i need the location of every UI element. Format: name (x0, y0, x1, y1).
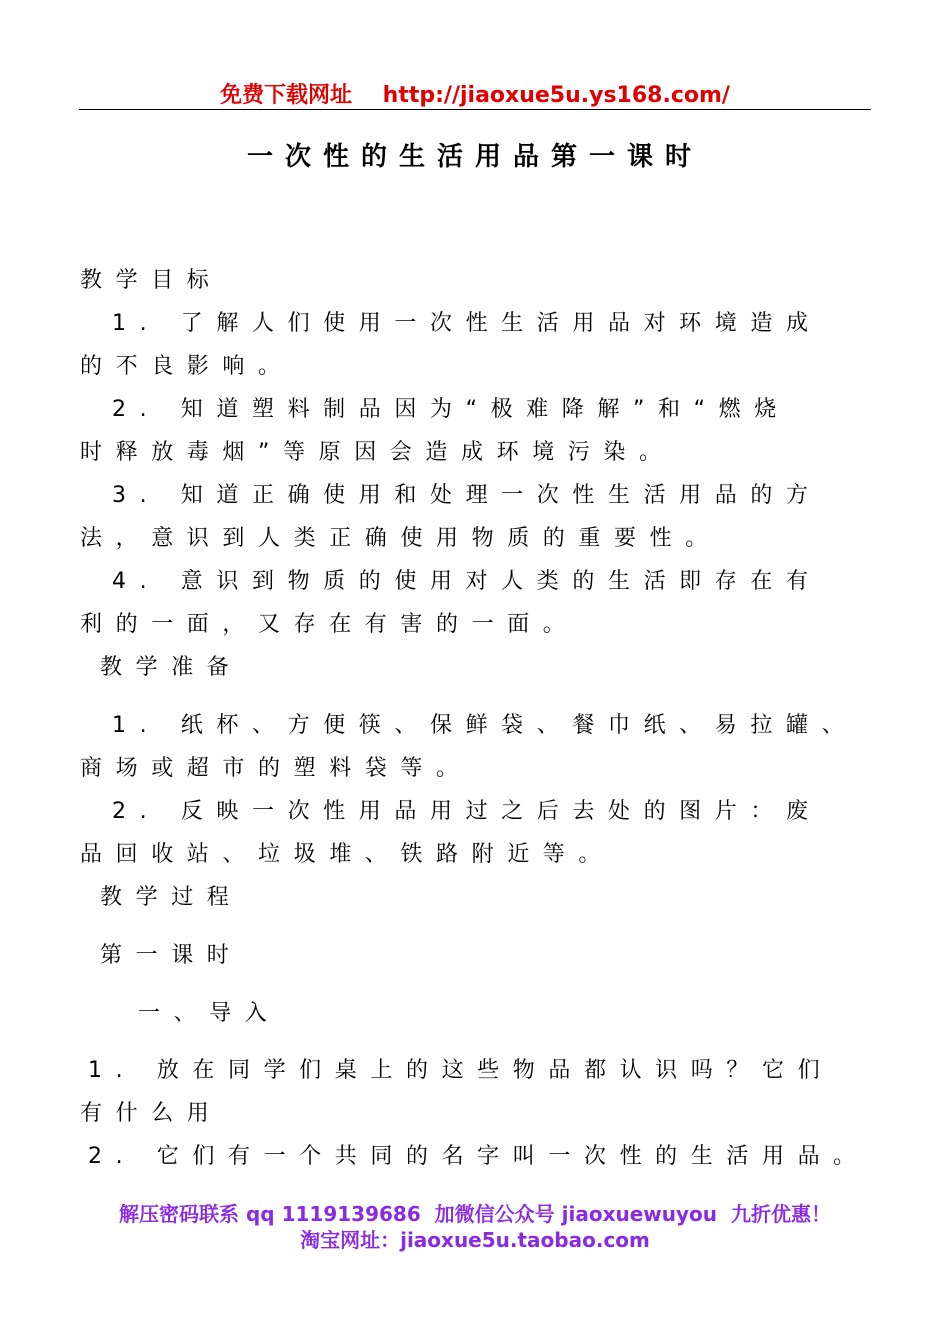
body-line: 2. 反映一次性用品用过之后去处的图片：废 (112, 799, 822, 824)
header-label: 免费下载网址 (220, 83, 353, 108)
footer-contact-line: 解压密码联系 qq 1119139686 加微信公众号 jiaoxuewuyou 九折优惠！ (119, 1202, 831, 1226)
body-line: 品回收站、垃圾堆、铁路附近等。 (80, 842, 615, 867)
body-line: 1. 了解人们使用一次性生活用品对环境造成 (112, 311, 822, 336)
body-line: 的不良影响。 (80, 354, 294, 379)
body-line: 有什么用 (80, 1101, 223, 1126)
section-heading-process: 教学过程 (100, 885, 243, 910)
subheading-introduction: 一、导入 (138, 1001, 281, 1026)
document-title: 一次性的生活用品第一课时 (246, 142, 703, 172)
body-line: 2. 它们有一个共同的名字叫一次性的生活用品。 (88, 1144, 869, 1169)
header-url-link[interactable]: http://jiaoxue5u.ys168.com/ (382, 83, 730, 108)
body-line: 利的一面，又存在有害的一面。 (80, 612, 579, 637)
section-heading-objectives: 教学目标 (80, 268, 223, 293)
body-line: 4. 意识到物质的使用对人类的生活即存在有 (112, 569, 822, 594)
section-heading-preparation: 教学准备 (100, 655, 243, 680)
body-line: 3. 知道正确使用和处理一次性生活用品的方 (112, 483, 822, 508)
body-line: 1. 放在同学们桌上的这些物品都认识吗？它们 (88, 1058, 834, 1083)
body-line: 法，意识到人类正确使用物质的重要性。 (80, 526, 721, 551)
body-line: 商场或超市的塑料袋等。 (80, 756, 472, 781)
body-line: 2. 知道塑料制品因为“极难降解”和“燃烧 (112, 397, 790, 422)
subheading-first-lesson: 第一课时 (100, 943, 243, 968)
header-divider (79, 109, 871, 110)
body-line: 1. 纸杯、方便筷、保鲜袋、餐巾纸、易拉罐、 (112, 713, 858, 738)
footer-taobao-link[interactable]: 淘宝网址：jiaoxue5u.taobao.com (300, 1228, 650, 1252)
download-url-header[interactable] (0, 78, 950, 109)
body-line: 时释放毒烟”等原因会造成环境污染。 (80, 440, 675, 465)
